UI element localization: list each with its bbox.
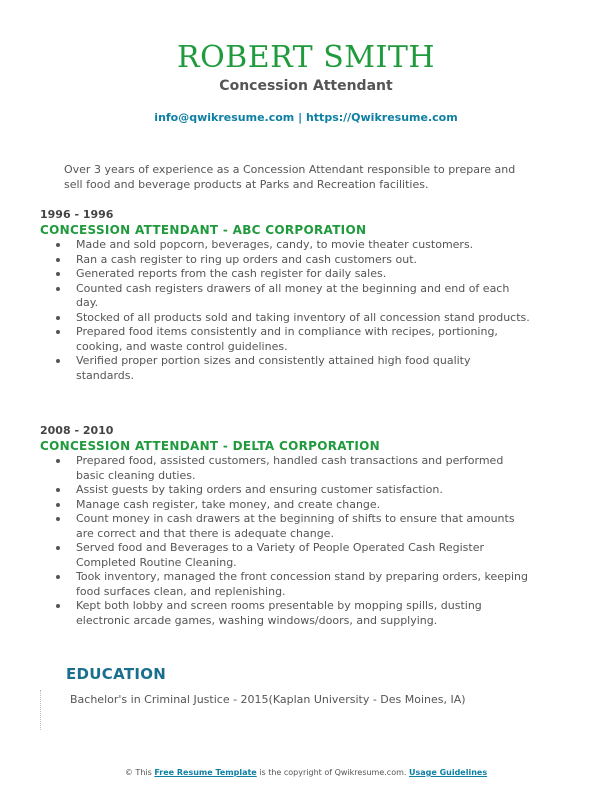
candidate-name: ROBERT SMITH [176,40,436,75]
experience-entry [40,424,530,628]
bullet-item: Prepared food items consistently and in compliance with recipes, portioning, cooking, and waste control guidelines. [76,325,530,354]
free-resume-template-link[interactable]: Free Resume Template [154,768,257,777]
bullet-item: Stocked of all products sold and taking inventory of all concession stand products. [76,310,530,324]
bullet-item: Served food and Beverages to a Variety of People Operated Cash Register Completed Routine Cleaning. [76,541,530,570]
bullet-item: Counted cash registers drawers of all money at the beginning and end of each day. [76,282,530,311]
experience-dates: 2008 - 2010 [40,424,114,437]
contact-line [0,110,612,126]
education-entry: Bachelor's in Criminal Justice - 2015(Kaplan University - Des Moines, IA) [70,693,466,706]
experience-entry [40,208,530,383]
bullet-item: Kept both lobby and screen rooms presentable by mopping spills, dusting electronic arcade games, washing windows/doors, and supplying. [76,599,530,628]
experience-role: CONCESSION ATTENDANT - DELTA CORPORATION [40,439,381,453]
footer-prefix: © This [124,768,155,777]
bullet-item: Verified proper portion sizes and consistently attained high food quality standards. [76,354,530,383]
summary-paragraph: Over 3 years of experience as a Concession Attendant responsible to prepare and sell food and beverage products at Parks and Recreation facilities. [64,163,516,191]
bullet-item: Prepared food, assisted customers, handled cash transactions and performed basic cleaning duties. [76,454,530,483]
experience-role: CONCESSION ATTENDANT - ABC CORPORATION [40,223,367,237]
footer-copyright-text: is the copyright of Qwikresume.com. [256,768,409,777]
email-link[interactable]: info@qwikresume.com [154,111,295,124]
experience-bullets [40,238,530,383]
candidate-title: Concession Attendant [219,78,393,94]
usage-guidelines-link[interactable]: Usage Guidelines [408,768,488,777]
footer [0,767,612,779]
experience-bullets [40,454,530,628]
experience-dates: 1996 - 1996 [40,208,114,221]
bullet-item: Made and sold popcorn, beverages, candy, to movie theater customers. [76,238,530,253]
bullet-item: Ran a cash register to ring up orders and cash customers out. [76,253,530,268]
bullet-item: Count money in cash drawers at the beginning of shifts to ensure that amounts are correct and that there is adequate change. [76,512,530,541]
education-divider [40,690,41,730]
website-link[interactable]: https://Qwikresume.com [305,111,458,124]
bullet-item: Assist guests by taking orders and ensuring customer satisfaction. [76,483,530,498]
bullet-item: Manage cash register, take money, and create change. [76,498,530,513]
bullet-item: Took inventory, managed the front concession stand by preparing orders, keeping food surfaces clean, and replenishing. [76,570,530,599]
bullet-item: Generated reports from the cash register for daily sales. [76,267,530,282]
contact-separator: | [294,111,306,124]
education-heading: EDUCATION [66,665,167,683]
